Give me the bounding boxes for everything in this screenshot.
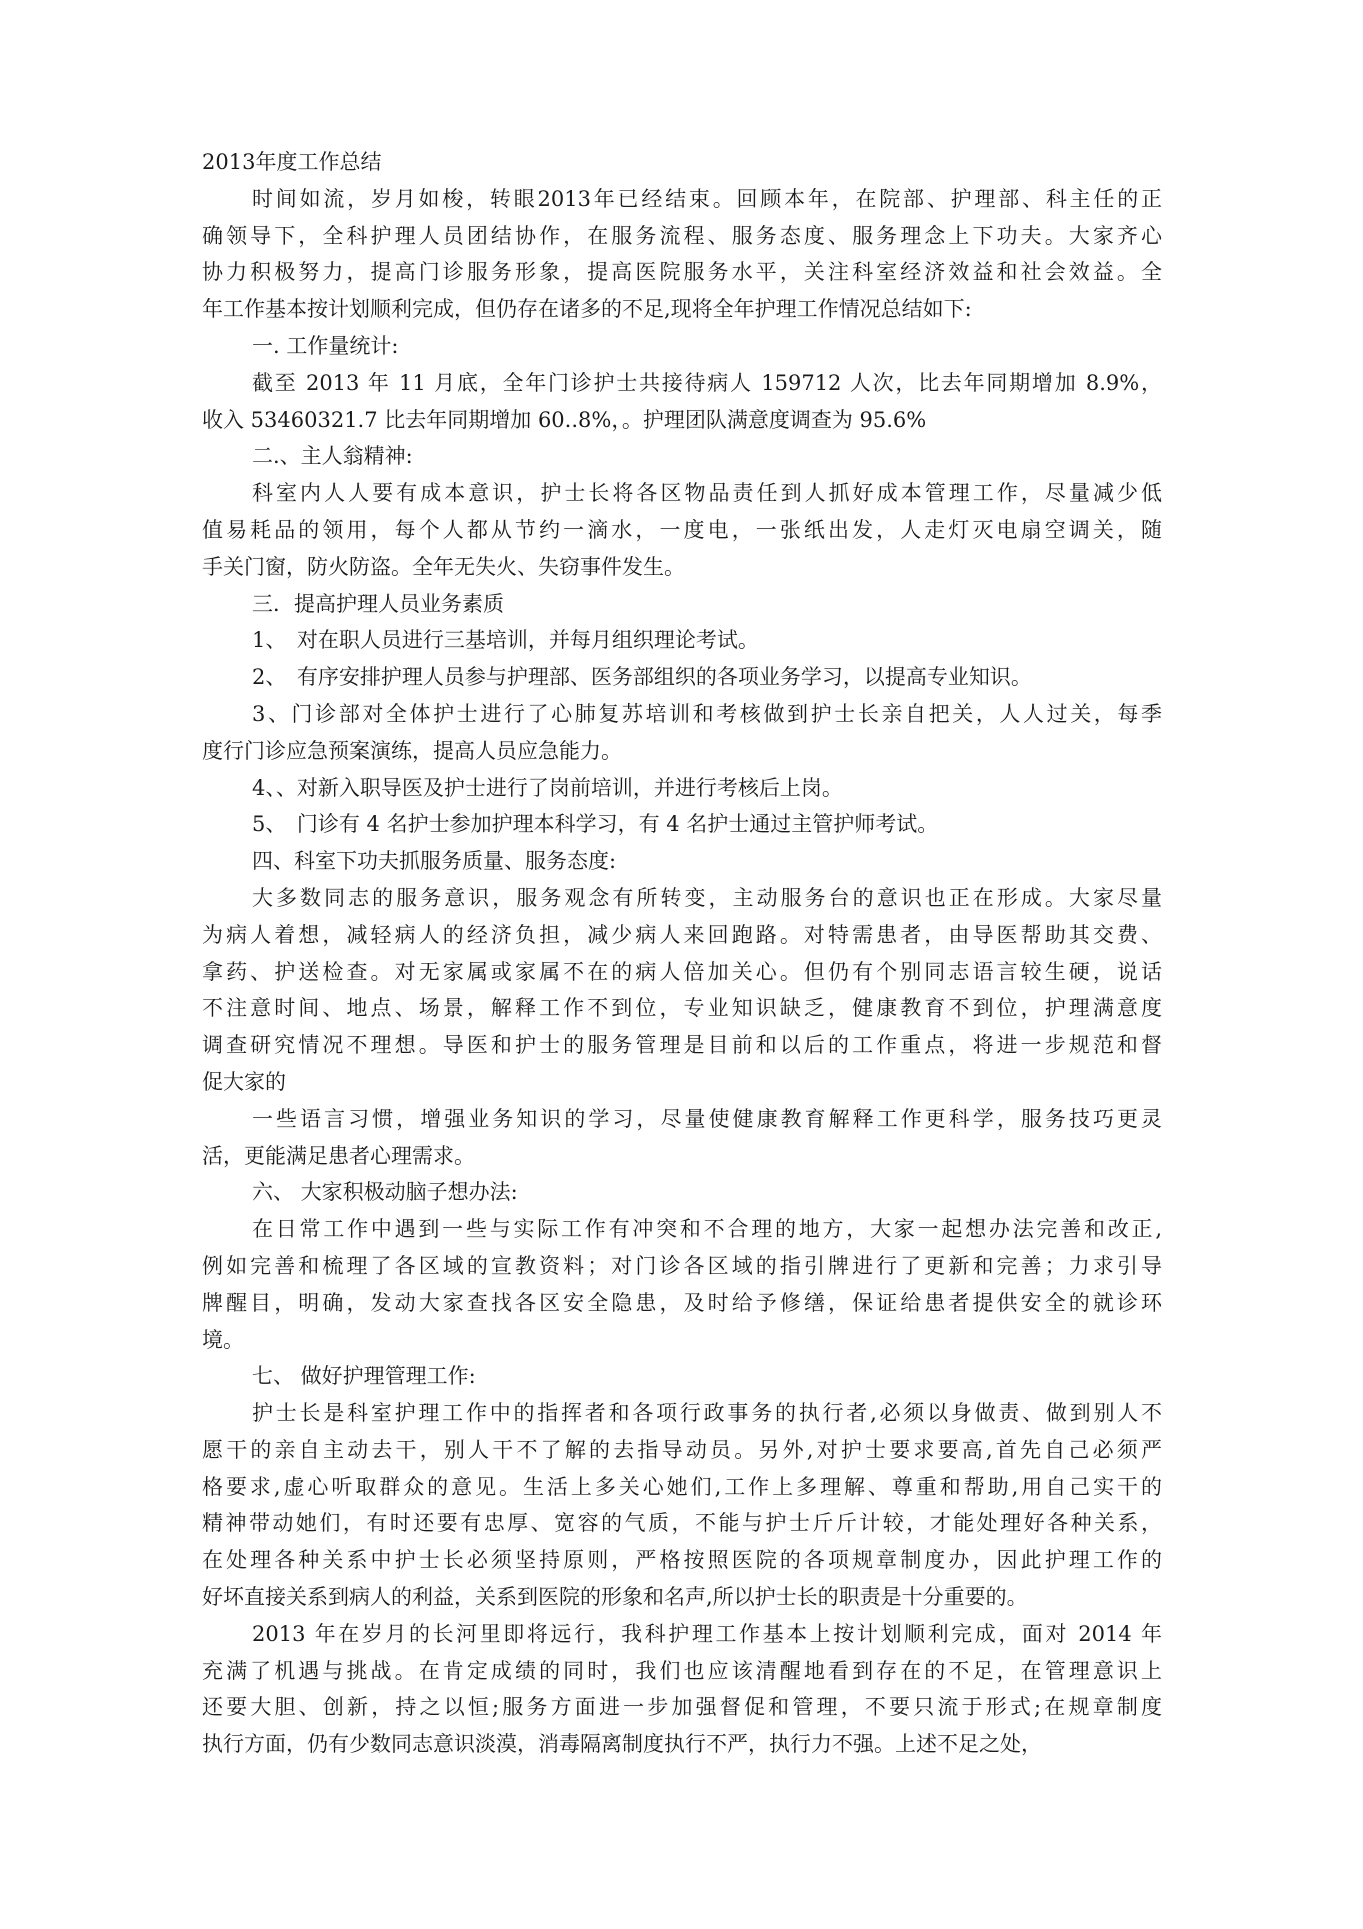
- document-body: [202, 144, 1162, 1763]
- paragraph-line: 牌醒目，明确，发动大家查找各区安全隐患，及时给予修缮，保证给患者提供安全的就诊环: [202, 1290, 1162, 1315]
- paragraph-line: 2013 年在岁月的长河里即将远行，我科护理工作基本上按计划顺利完成，面对 2014 年: [252, 1621, 1162, 1646]
- paragraph-line: 护士长是科室护理工作中的指挥者和各项行政事务的执行者,必须以身做责、做到别人不: [252, 1401, 1162, 1426]
- paragraph-line: 截至 2013 年 11 月底，全年门诊护士共接待病人 159712 人次，比去年同期增加 8.9%，: [252, 370, 1162, 395]
- document-title: 2013年度工作总结: [202, 150, 382, 174]
- paragraph-line: 好坏直接关系到病人的利益，关系到医院的形象和名声,所以护士长的职责是十分重要的。: [202, 1585, 1028, 1610]
- paragraph-line: 值易耗品的领用，每个人都从节约一滴水，一度电，一张纸出发，人走灯灭电扇空调关，随: [202, 517, 1162, 542]
- paragraph-line: 促大家的: [202, 1069, 286, 1094]
- list-item: 2、 有序安排护理人员参与护理部、医务部组织的各项业务学习，以提高专业知识。: [252, 665, 1032, 690]
- section-heading: 二.、主人翁精神:: [252, 444, 413, 469]
- list-item: 度行门诊应急预案演练，提高人员应急能力。: [202, 738, 622, 763]
- list-item: 协力积极努力，提高门诊服务形象，提高医院服务水平，关注科室经济效益和社会效益。全: [202, 260, 1162, 285]
- paragraph-line: 大多数同志的服务意识，服务观念有所转变，主动服务台的意识也正在形成。大家尽量: [252, 885, 1162, 910]
- list-item: 1、 对在职人员进行三基培训，并每月组织理论考试。: [252, 628, 759, 653]
- paragraph-line: 一些语言习惯，增强业务知识的学习，尽量使健康教育解释工作更科学，服务技巧更灵: [252, 1106, 1162, 1131]
- paragraph-line: 还要大胆、创新，持之以恒;服务方面进一步加强督促和管理，不要只流于形式;在规章制度: [202, 1695, 1162, 1720]
- paragraph-line: 充满了机遇与挑战。在肯定成绩的同时，我们也应该清醒地看到存在的不足，在管理意识上: [202, 1658, 1162, 1683]
- paragraph-line: 精神带动她们，有时还要有忠厚、宽容的气质，不能与护士斤斤计较，才能处理好各种关系，: [202, 1511, 1162, 1536]
- paragraph-line: 在日常工作中遇到一些与实际工作有冲突和不合理的地方，大家一起想办法完善和改正,: [252, 1217, 1162, 1242]
- paragraph-line: 愿干的亲自主动去干，别人干不了解的去指导动员。另外,对护士要求要高,首先自己必须严: [202, 1437, 1162, 1462]
- paragraph-line: 为病人着想，减轻病人的经济负担，减少病人来回跑路。对特需患者，由导医帮助其交费、: [202, 922, 1162, 947]
- list-item: 4、、对新入职导医及护士进行了岗前培训，并进行考核后上岗。: [252, 775, 843, 800]
- paragraph-line: 调查研究情况不理想。导医和护士的服务管理是目前和以后的工作重点，将进一步规范和督: [202, 1033, 1162, 1058]
- paragraph-line: 境。: [202, 1327, 244, 1352]
- paragraph-line: 在处理各种关系中护士长必须坚持原则，严格按照医院的各项规章制度办，因此护理工作的: [202, 1548, 1162, 1573]
- paragraph-line: 格要求,虚心听取群众的意见。生活上多关心她们,工作上多理解、尊重和帮助,用自己实干的: [202, 1474, 1162, 1499]
- section-heading: 一. 工作量统计:: [252, 333, 399, 358]
- paragraph-line: 科室内人人要有成本意识，护士长将各区物品责任到人抓好成本管理工作，尽量减少低: [252, 481, 1162, 506]
- section-heading: 三．提高护理人员业务素质: [252, 591, 504, 616]
- list-item: 时间如流，岁月如梭，转眼2013年已经结束。回顾本年，在院部、护理部、科主任的正: [252, 186, 1162, 211]
- section-heading: 六、 大家积极动脑子想办法:: [252, 1180, 518, 1205]
- paragraph-line: 活，更能满足患者心理需求。: [202, 1143, 475, 1168]
- list-item: 3、门诊部对全体护士进行了心肺复苏培训和考核做到护士长亲自把关，人人过关，每季: [252, 701, 1162, 726]
- list-item: 5、 门诊有 4 名护士参加护理本科学习，有 4 名护士通过主管护师考试。: [252, 812, 939, 837]
- paragraph-line: 手关门窗，防火防盗。全年无失火、失窃事件发生。: [202, 554, 685, 579]
- list-item: 年工作基本按计划顺利完成，但仍存在诸多的不足,现将全年护理工作情况总结如下:: [202, 297, 972, 322]
- paragraph-line: 拿药、护送检查。对无家属或家属不在的病人倍加关心。但仍有个别同志语言较生硬，说话: [202, 959, 1162, 984]
- paragraph-line: 执行方面，仍有少数同志意识淡漠，消毒隔离制度执行不严，执行力不强。上述不足之处，: [202, 1732, 1042, 1757]
- paragraph-line: 例如完善和梳理了各区域的宣教资料；对门诊各区域的指引牌进行了更新和完善；力求引导: [202, 1253, 1162, 1278]
- list-item: 确领导下，全科护理人员团结协作，在服务流程、服务态度、服务理念上下功夫。大家齐心: [202, 223, 1162, 248]
- paragraph-line: 不注意时间、地点、场景，解释工作不到位，专业知识缺乏，健康教育不到位，护理满意度: [202, 996, 1162, 1021]
- section-heading: 七、 做好护理管理工作:: [252, 1364, 476, 1389]
- paragraph-line: 收入 53460321.7 比去年同期增加 60..8%，。护理团队满意度调查为 95.6%: [202, 407, 927, 432]
- section-heading: 四、科室下功夫抓服务质量、服务态度:: [252, 849, 617, 874]
